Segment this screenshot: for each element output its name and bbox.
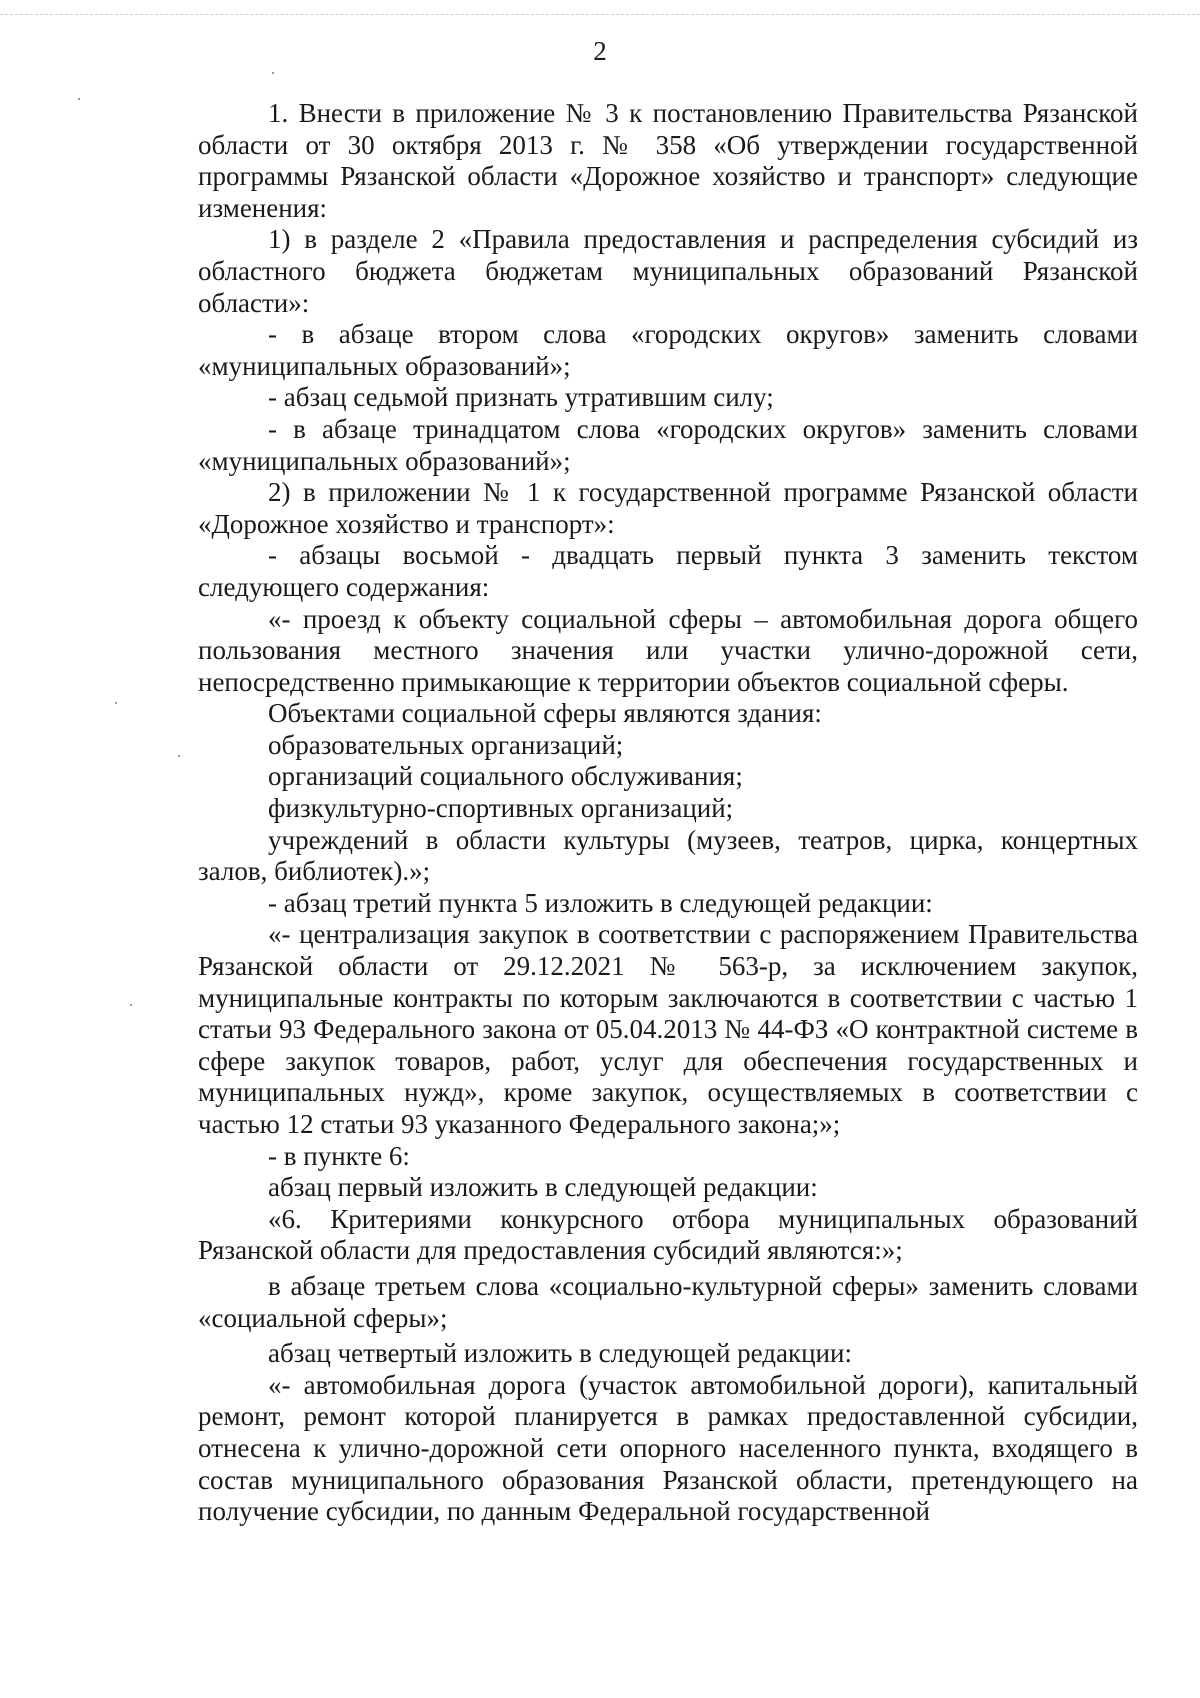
paragraph: «6. Критериями конкурсного отбора муниципальных образований Рязанской области для предоставления субсидий являются:»;: [198, 1203, 1138, 1266]
paragraph: учреждений в области культуры (музеев, театров, цирка, концертных залов, библиотек).»;: [198, 824, 1138, 887]
paragraph: 1. Внести в приложение № 3 к постановлению Правительства Рязанской области от 30 октября 2013 г. № 358 «Об утверждении государственной программы Рязанской области «Дорожное хозяйство и транспорт» следующие изменения:: [198, 98, 1138, 223]
paragraph: - абзацы восьмой - двадцать первый пункта 3 заменить текстом следующего содержания:: [198, 540, 1138, 602]
document-body: [198, 98, 1138, 1528]
paragraph: 2) в приложении № 1 к государственной программе Рязанской области «Дорожное хозяйство и транспорт»:: [198, 477, 1138, 539]
scan-top-edge: [0, 14, 1200, 21]
scan-speck: [78, 98, 80, 100]
scan-speck: [115, 702, 117, 704]
scan-speck: [178, 755, 180, 757]
paragraph: - в пункте 6:: [268, 1140, 410, 1171]
scan-speck: [272, 72, 274, 74]
paragraph: образовательных организаций;: [268, 729, 624, 760]
page-number: 2: [593, 36, 607, 66]
scan-speck: [130, 1004, 132, 1006]
paragraph: абзац четвертый изложить в следующей редакции:: [268, 1338, 852, 1369]
paragraph: «- проезд к объекту социальной сферы – автомобильная дорога общего пользования местного значения или участки улично-дорожной сети, непосредственно примыкающие к территории объектов социальной сферы.: [198, 603, 1138, 697]
paragraph: в абзаце третьем слова «социально-культурной сферы» заменить словами «социальной сферы»;: [198, 1270, 1138, 1333]
paragraph: - в абзаце тринадцатом слова «городских округов» заменить словами «муниципальных образований»;: [198, 413, 1138, 476]
paragraph: «- автомобильная дорога (участок автомобильной дороги), капитальный ремонт, ремонт которой планируется в рамках предоставленной субсидии, отнесена к улично-дорожной сети опорного населенного пункта, входящего в состав муниципального образования Рязанской области, претендующего на получение субсидии, по данным Федеральной государственной: [198, 1369, 1138, 1527]
paragraph: организаций социального обслуживания;: [268, 761, 743, 792]
paragraph: - абзац седьмой признать утратившим силу;: [268, 382, 774, 413]
paragraph: 1) в разделе 2 «Правила предоставления и распределения субсидий из областного бюджета бюджетам муниципальных образований Рязанской области»:: [198, 224, 1138, 318]
paragraph: физкультурно-спортивных организаций;: [268, 793, 734, 824]
paragraph: Объектами социальной сферы являются здания:: [268, 698, 822, 729]
paragraph: - абзац третий пункта 5 изложить в следующей редакции:: [268, 887, 933, 918]
paragraph: абзац первый изложить в следующей редакции:: [268, 1172, 818, 1203]
paragraph: - в абзаце втором слова «городских округов» заменить словами «муниципальных образований»;: [198, 319, 1138, 381]
paragraph: «- централизация закупок в соответствии с распоряжением Правительства Рязанской области от 29.12.2021 № 563-р, за исключением закупок, муниципальные контракты по которым заключаются в соответствии с частью 1 статьи 93 Федерального закона от 05.04.2013 № 44-ФЗ «О контрактной системе в сфере закупок товаров, работ, услуг для обеспечения государственных и муниципальных нужд», кроме закупок, осуществляемых в соответствии с частью 12 статьи 93 указанного Федерального закона;»;: [198, 919, 1138, 1139]
